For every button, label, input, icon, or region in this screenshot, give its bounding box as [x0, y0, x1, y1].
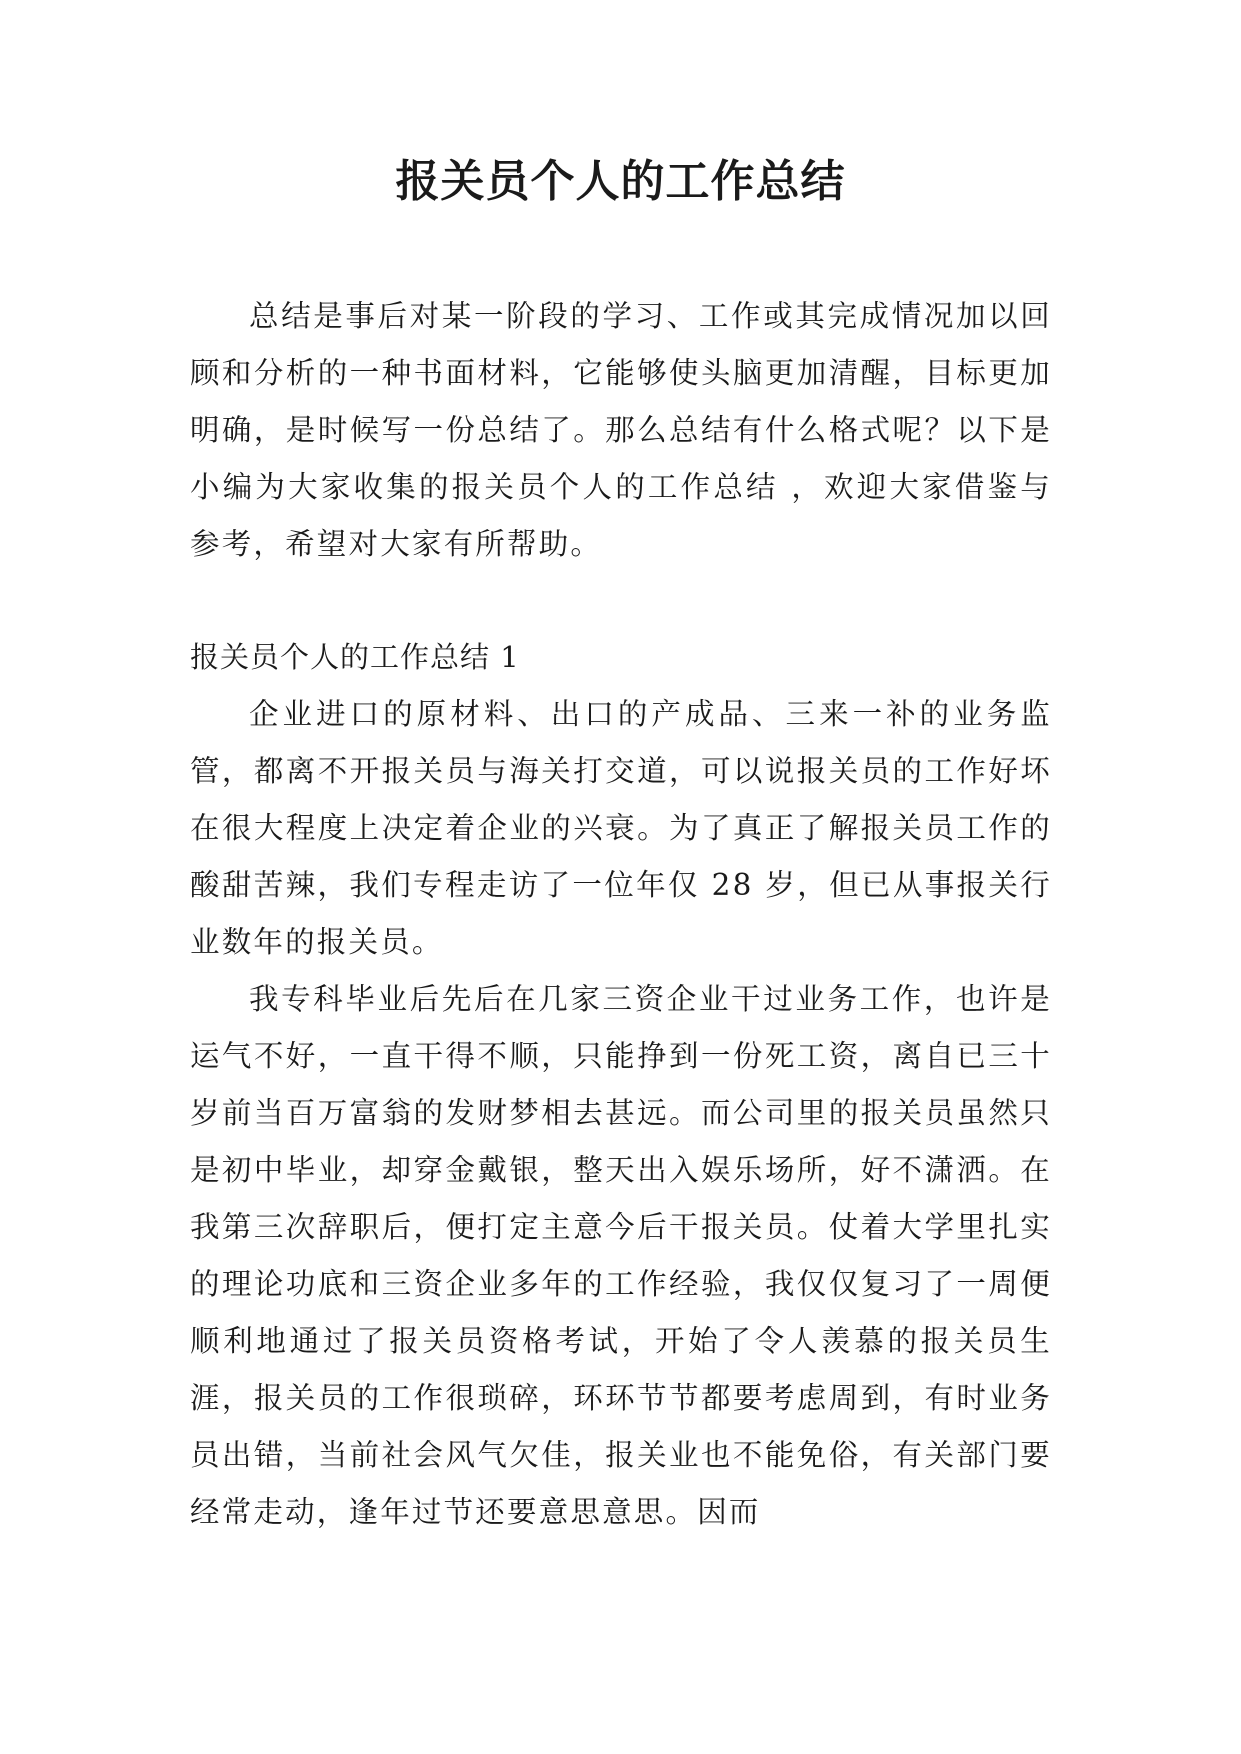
- document-body: [190, 288, 1052, 1541]
- paragraph-spacer: [190, 573, 1052, 629]
- body-paragraph-2: 我专科毕业后先后在几家三资企业干过业务工作，也许是运气不好，一直干得不顺，只能挣到一份死工资，离自已三十岁前当百万富翁的发财梦相去甚远。而公司里的报关员虽然只是初中毕业，却穿金戴银，整天出入娱乐场所，好不潇洒。在我第三次辞职后，便打定主意今后干报关员。仗着大学里扎实的理论功底和三资企业多年的工作经验，我仅仅复习了一周便顺利地通过了报关员资格考试，开始了令人羡慕的报关员生涯，报关员的工作很琐碎，环环节节都要考虑周到，有时业务员出错，当前社会风气欠佳，报关业也不能免俗，有关部门要经常走动，逢年过节还要意思意思。因而: [190, 982, 1052, 1529]
- section-heading: 报关员个人的工作总结 1: [190, 640, 520, 674]
- intro-paragraph: 总结是事后对某一阶段的学习、工作或其完成情况加以回顾和分析的一种书面材料，它能够使头脑更加清醒，目标更加明确，是时候写一份总结了。那么总结有什么格式呢？以下是小编为大家收集的报关员个人的工作总结 ，欢迎大家借鉴与参考，希望对大家有所帮助。: [190, 299, 1052, 561]
- body-paragraph-1: 企业进口的原材料、出口的产成品、三来一补的业务监管，都离不开报关员与海关打交道，可以说报关员的工作好坏在很大程度上决定着企业的兴衰。为了真正了解报关员工作的酸甜苦辣，我们专程走访了一位年仅 28 岁，但已从事报关行业数年的报关员。: [190, 697, 1052, 959]
- page-title: 报关员个人的工作总结: [395, 156, 846, 207]
